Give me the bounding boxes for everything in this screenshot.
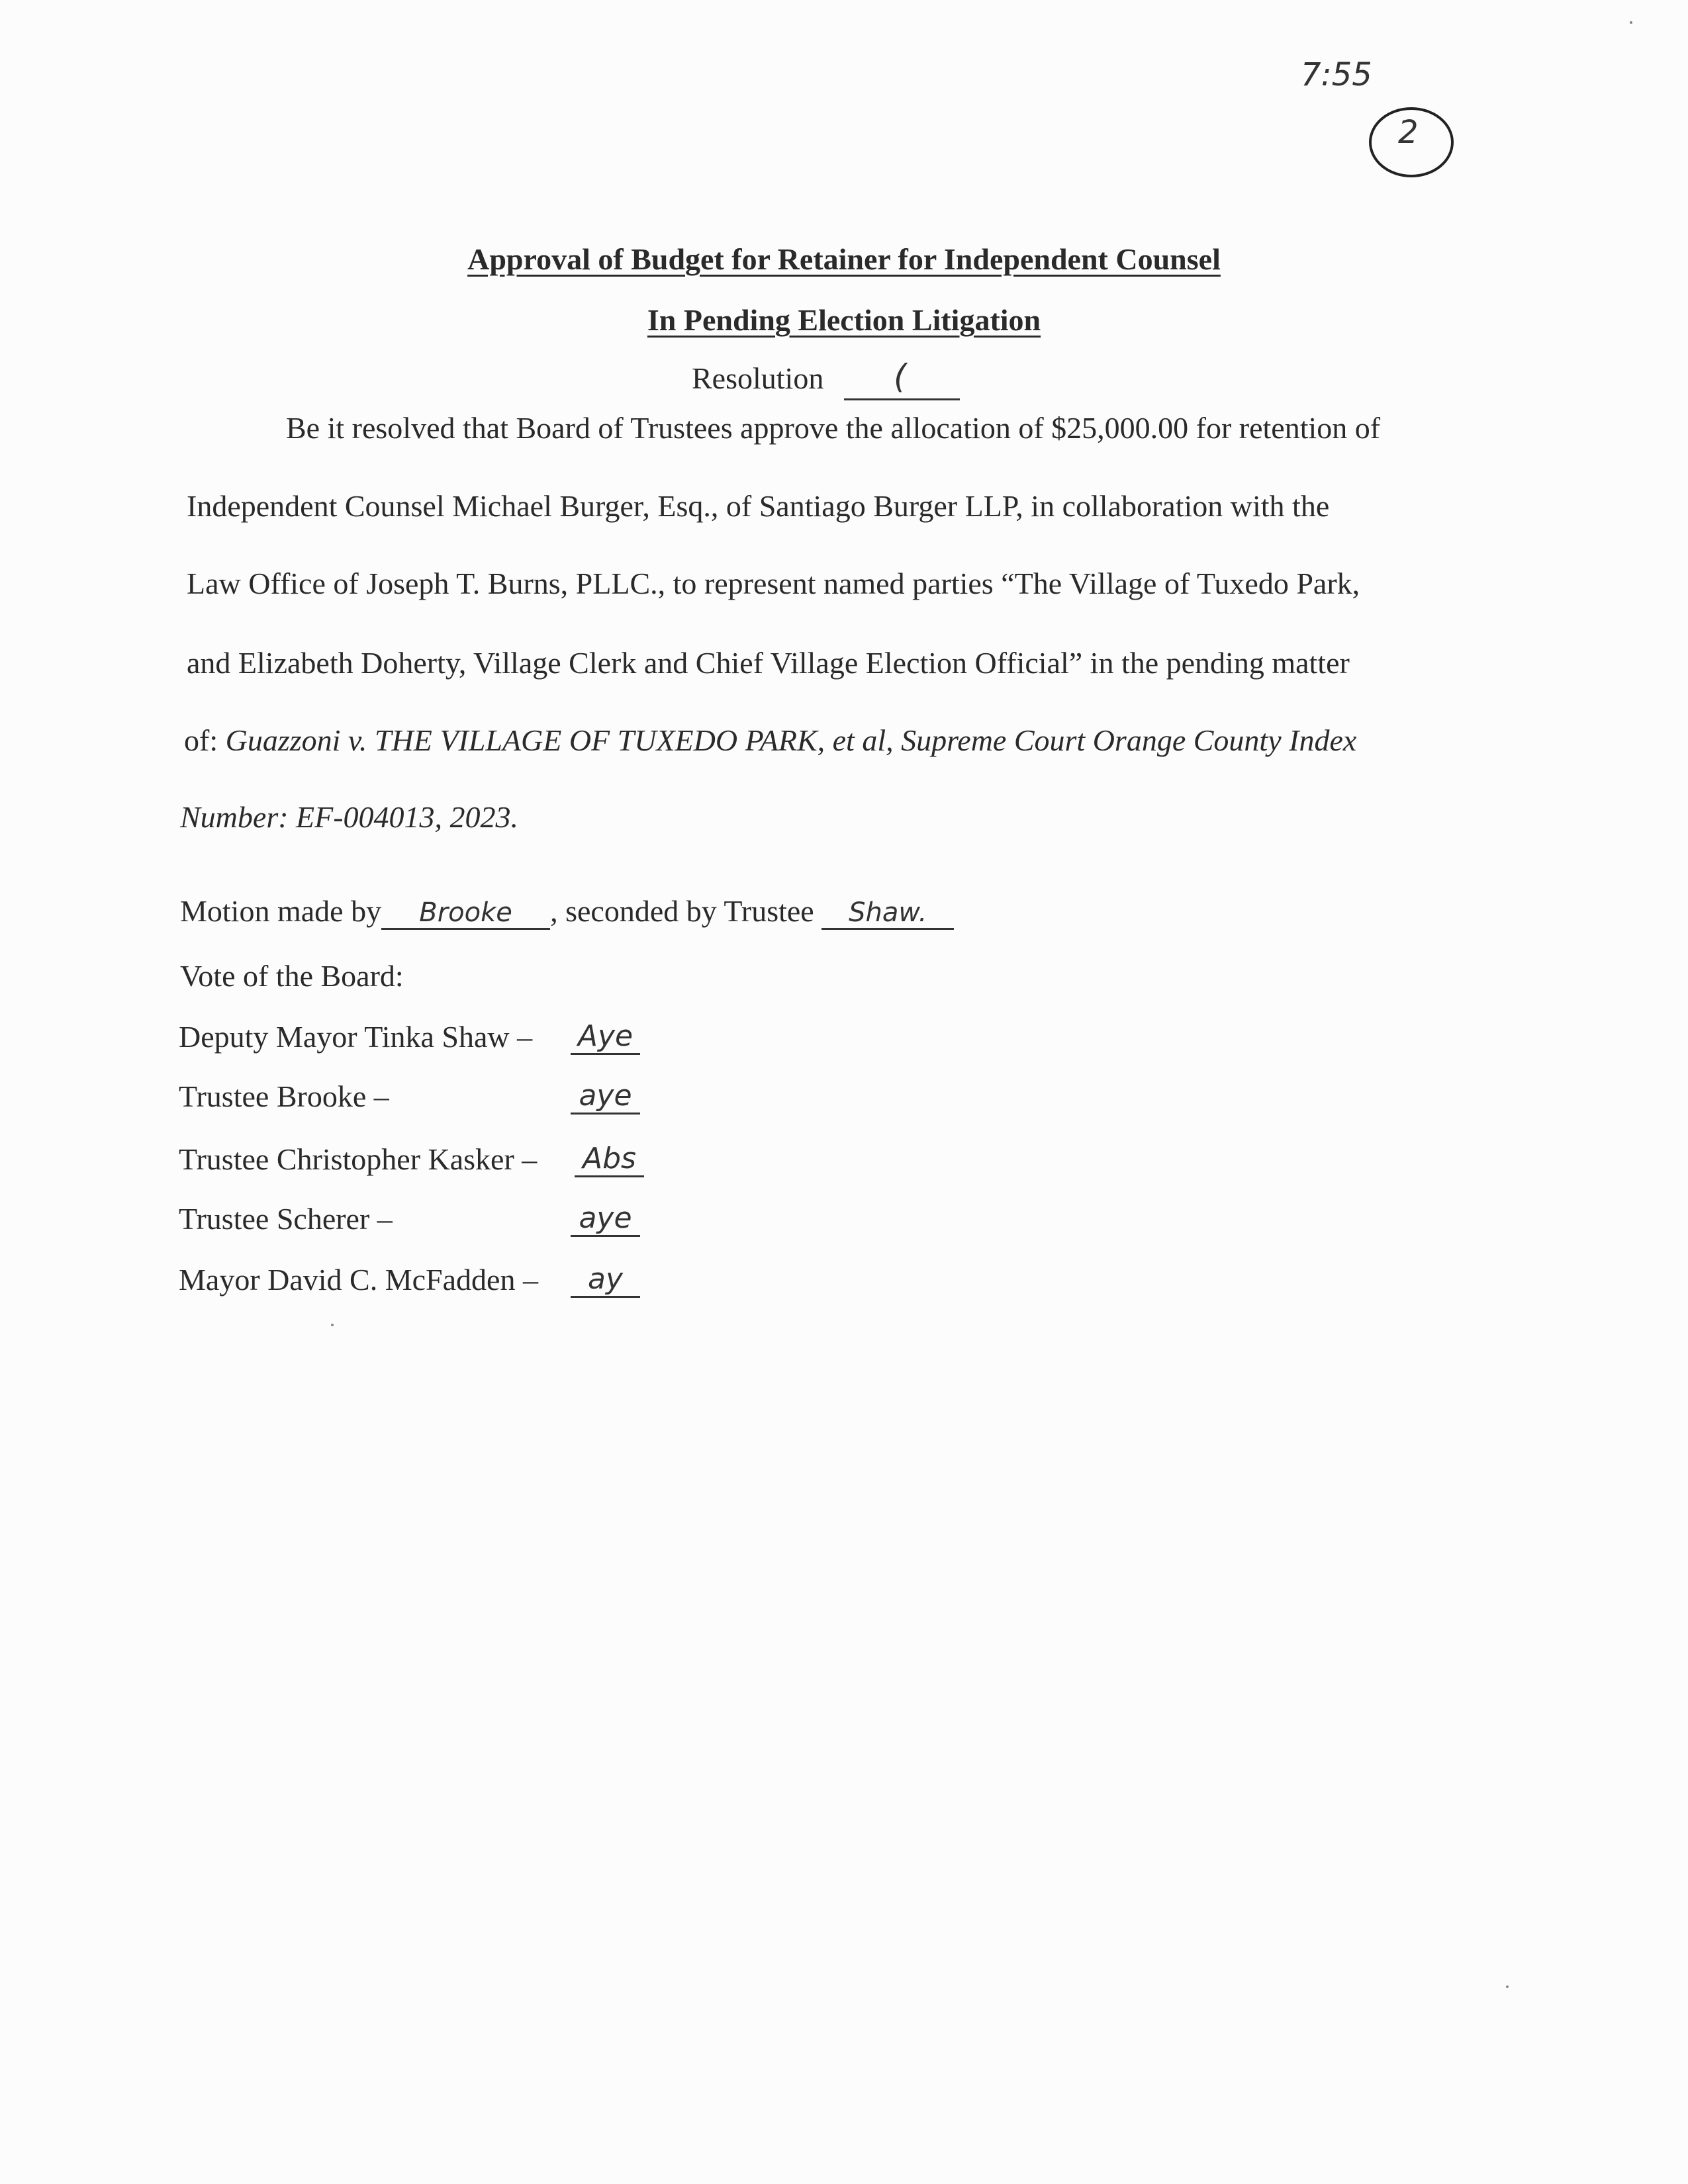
vote-member-name-2: Trustee Brooke –: [179, 1079, 389, 1113]
motion-middle: , seconded by Trustee: [550, 894, 814, 928]
document-title-line-1: Approval of Budget for Retainer for Independent Counsel: [467, 242, 1221, 276]
vote-member-name-5: Mayor David C. McFadden –: [179, 1263, 538, 1297]
vote-value-5: ay: [571, 1262, 640, 1298]
motion-line: [180, 893, 954, 930]
body-line-2: Independent Counsel Michael Burger, Esq., of Santiago Burger LLP, in collaboration with the: [187, 489, 1330, 523]
document-title-line-2: In Pending Election Litigation: [647, 303, 1041, 337]
motion-prefix: Motion made by: [180, 894, 382, 928]
circled-page-number: 2: [1398, 114, 1419, 151]
vote-value-4: aye: [571, 1201, 640, 1237]
vote-member-name-1: Deputy Mayor Tinka Shaw –: [179, 1020, 533, 1054]
motion-made-by: Brooke: [381, 897, 550, 930]
vote-value-3: Abs: [575, 1142, 644, 1177]
scan-speck: [1630, 21, 1632, 24]
case-citation: Guazzoni v. THE VILLAGE OF TUXEDO PARK, et al, Supreme Court Orange County Index: [225, 723, 1357, 757]
vote-member-name-4: Trustee Scherer –: [179, 1202, 393, 1236]
vote-member-name-3: Trustee Christopher Kasker –: [179, 1142, 538, 1176]
body-line-5: [184, 723, 1356, 758]
resolution-number-blank: [844, 398, 960, 400]
resolution-number: (: [894, 357, 907, 396]
motion-seconded-by: Shaw.: [821, 897, 954, 930]
body-line-1: Be it resolved that Board of Trustees approve the allocation of $25,000.00 for retention of: [286, 411, 1381, 445]
body-line-5-prefix: of:: [184, 723, 226, 757]
body-line-4: and Elizabeth Doherty, Village Clerk and Chief Village Election Official” in the pending matter: [187, 646, 1350, 680]
vote-heading: Vote of the Board:: [180, 959, 404, 993]
scan-speck: [1506, 1985, 1509, 1988]
body-line-3: Law Office of Joseph T. Burns, PLLC., to represent named parties “The Village of Tuxedo Park,: [187, 567, 1360, 600]
index-number: Number: EF-004013, 2023.: [180, 800, 519, 834]
vote-value-2: aye: [571, 1079, 640, 1115]
vote-value-1: Aye: [571, 1019, 640, 1055]
resolution-label: Resolution: [692, 361, 824, 395]
scan-speck: [331, 1324, 334, 1326]
handwritten-time-note: 7:55: [1301, 56, 1372, 93]
